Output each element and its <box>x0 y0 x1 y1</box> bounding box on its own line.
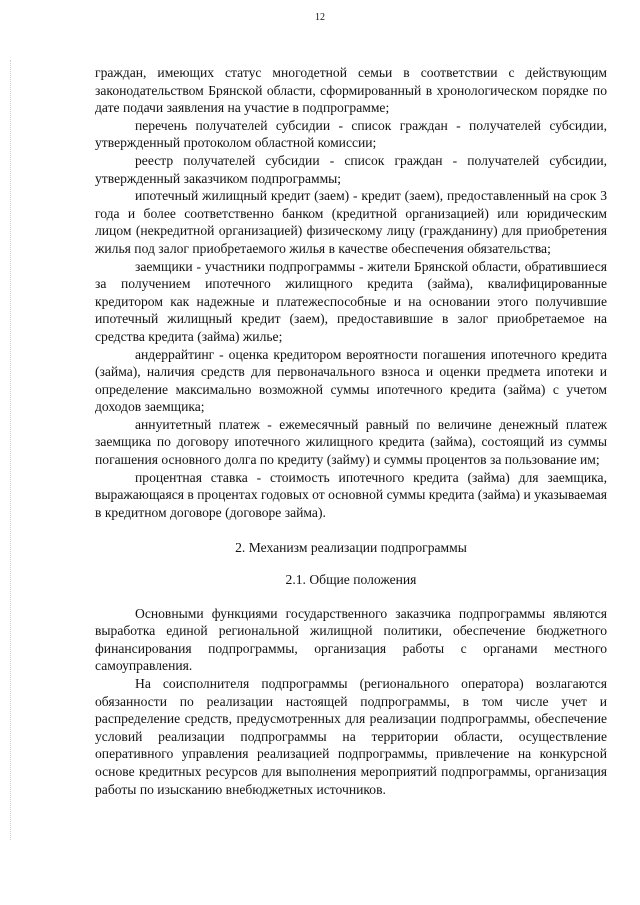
definition-borrowers: заемщики - участники подпрограммы - жители Брянской области, обратившиеся за получением ипотечного жилищного кредита (займа), квалифицированные кредитором как надежные и платежеспособные и на основании этого получившие ипотечный жилищный кредит (заем), предоставившие в залог приобретаемое на средства кредита (займа) жилье; <box>95 258 607 344</box>
definition-recipients-list: перечень получателей субсидии - список граждан - получателей субсидии, утвержденный протоколом областной комиссии; <box>95 117 607 151</box>
paragraph-coexecutor-duties: На соисполнителя подпрограммы (регионального оператора) возлагаются обязанности по реализации настоящей подпрограммы, в том числе учет и распределение средств, предусмотренных для реализации подпрограммы, обеспечение условий реализации подпрограммы на территории области, осуществление оперативного управления реализацией подпрограммы, привлечение на конкурсной основе кредитных ресурсов для выполнения мероприятий подпрограммы, организация работы по изысканию внебюджетных источников. <box>95 676 607 797</box>
page-number: 12 <box>315 12 325 23</box>
definition-mortgage-loan: ипотечный жилищный кредит (заем) - кредит (заем), предоставленный на срок 3 года и более соответственно банком (кредитной организацией) или юридическим лицом (некредитной организацией) физическому лицу (гражданину) для приобретения жилья под залог приобретаемого жилья в качестве обеспечения обязательства; <box>95 188 607 256</box>
definition-recipients-register: реестр получателей субсидии - список граждан - получателей субсидии, утвержденный заказчиком подпрограммы; <box>95 152 607 186</box>
paragraph-customer-functions: Основными функциями государственного заказчика подпрограммы являются выработка единой региональной жилищной политики, обеспечение бюджетного финансирования подпрограммы, организация работы с органами местного самоуправления. <box>95 605 607 674</box>
definition-annuity-payment: аннуитетный платеж - ежемесячный равный по величине денежный платеж заемщика по договору ипотечного жилищного кредита (займа), состоящий из суммы погашения основного долга по кредиту (займу) и суммы процентов за пользование им; <box>95 416 607 468</box>
definition-interest-rate: процентная ставка - стоимость ипотечного кредита (займа) для заемщика, выражающаяся в процентах годовых от основной суммы кредита (займа) и указываемая в кредитном договоре (договоре займа). <box>95 469 607 520</box>
scan-edge-marks <box>10 60 13 840</box>
paragraph-continued: граждан, имеющих статус многодетной семьи в соответствии с действующим законодательством Брянской области, сформированный в хронологическом порядке по дате подачи заявления на участие в подпрограмме; <box>95 65 607 116</box>
subsection-heading: 2.1. Общие положения <box>285 572 417 588</box>
section-heading: 2. Механизм реализации подпрограммы <box>235 540 467 556</box>
definition-underwriting: андеррайтинг - оценка кредитором вероятности погашения ипотечного кредита (займа), наличия средств для первоначального взноса и оценки предмета ипотеки и определение максимально возможной суммы ипотечного кредита (займа) с учетом доходов заемщика; <box>95 346 607 415</box>
document-body <box>95 64 607 798</box>
